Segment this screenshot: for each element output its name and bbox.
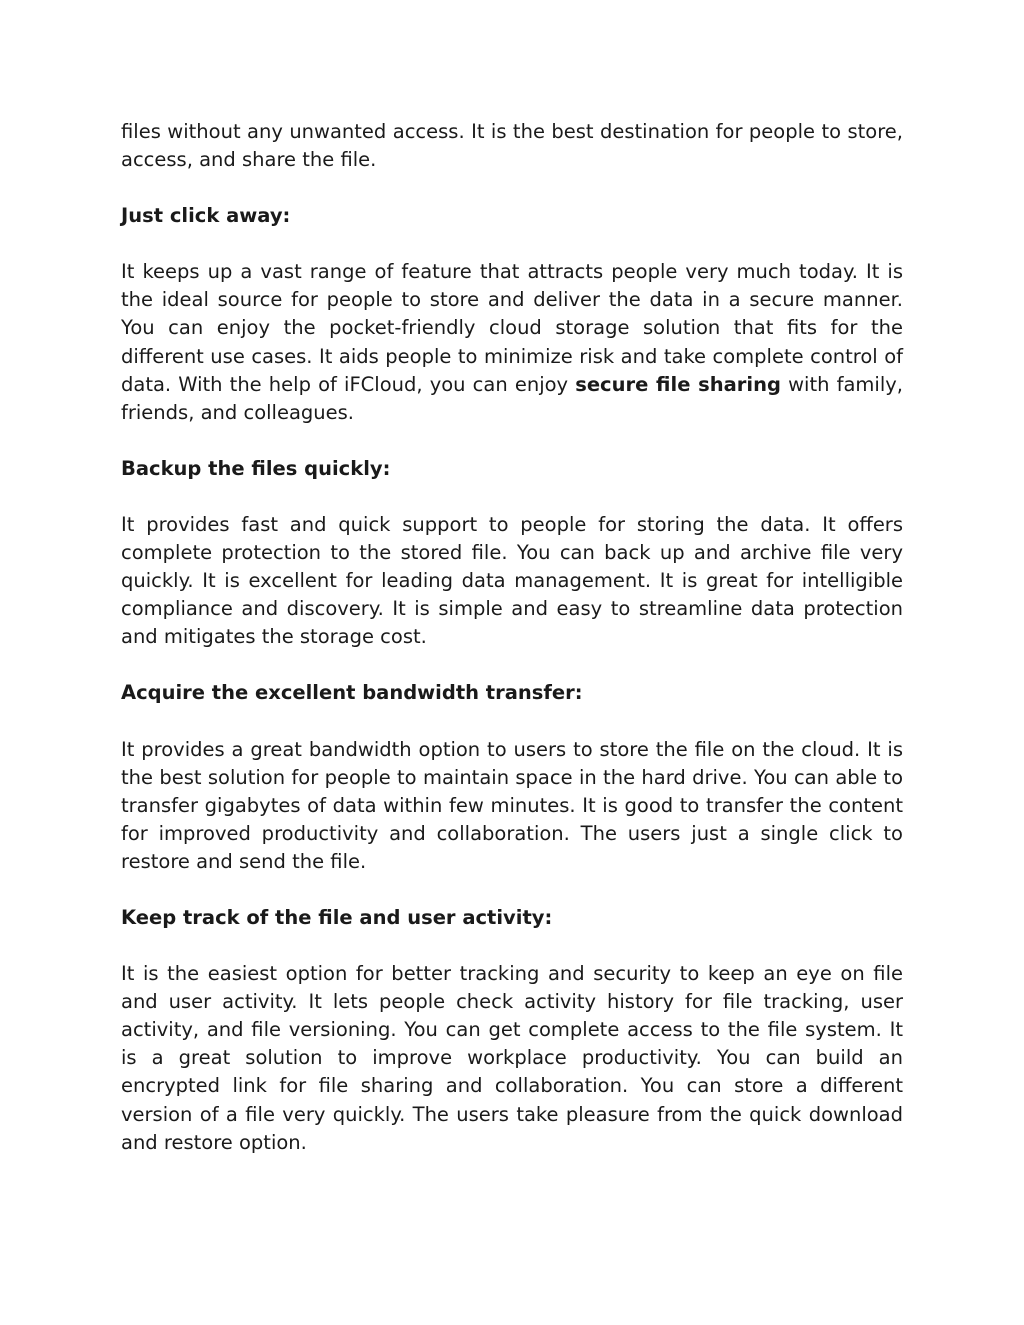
paragraph-bandwidth-transfer: It provides a great bandwidth option to users to store the file on the cloud. It is the best solution for people to maintain space in the hard drive. You can able to transfer gigabytes of data within few minutes. It is good to transfer the content for improved productivity and collaboration. The users just a single click to restore and send the file. (121, 737, 903, 873)
heading-track-activity: Keep track of the file and user activity: (121, 905, 553, 929)
paragraph-text: It keeps up a vast range of feature that attracts people very much today. It is the ideal source for people to store and deliver the data in a secure manner. You can enjoy the pocket-friendly cloud storage solution that fits for the different use cases. It aids people to minimize risk and take complete control of data. With the help of iFCloud, you can enjoy (121, 260, 903, 396)
paragraph-just-click-away (121, 258, 903, 427)
secure-file-sharing-bold: secure file sharing (575, 372, 781, 396)
heading-backup-files: Backup the files quickly: (121, 456, 391, 480)
heading-just-click-away: Just click away: (121, 204, 291, 228)
paragraph-text: with family, friends, and colleagues. (121, 372, 903, 424)
document-page (121, 118, 903, 1185)
intro-paragraph: files without any unwanted access. It is the best destination for people to store, access, and share the file. (121, 120, 903, 172)
paragraph-backup-files: It provides fast and quick support to people for storing the data. It offers complete protection to the stored file. You can back up and archive file very quickly. It is excellent for leading data management. It is great for intelligible compliance and discovery. It is simple and easy to streamline data protection and mitigates the storage cost. (121, 512, 903, 649)
paragraph-track-activity: It is the easiest option for better tracking and security to keep an eye on file and user activity. It lets people check activity history for file tracking, user activity, and file versioning. You can get complete access to the file system. It is a great solution to improve workplace productivity. You can build an encrypted link for file sharing and collaboration. You can store a different version of a file very quickly. The users take pleasure from the quick download and restore option. (121, 962, 903, 1154)
heading-bandwidth-transfer: Acquire the excellent bandwidth transfer: (121, 681, 583, 705)
